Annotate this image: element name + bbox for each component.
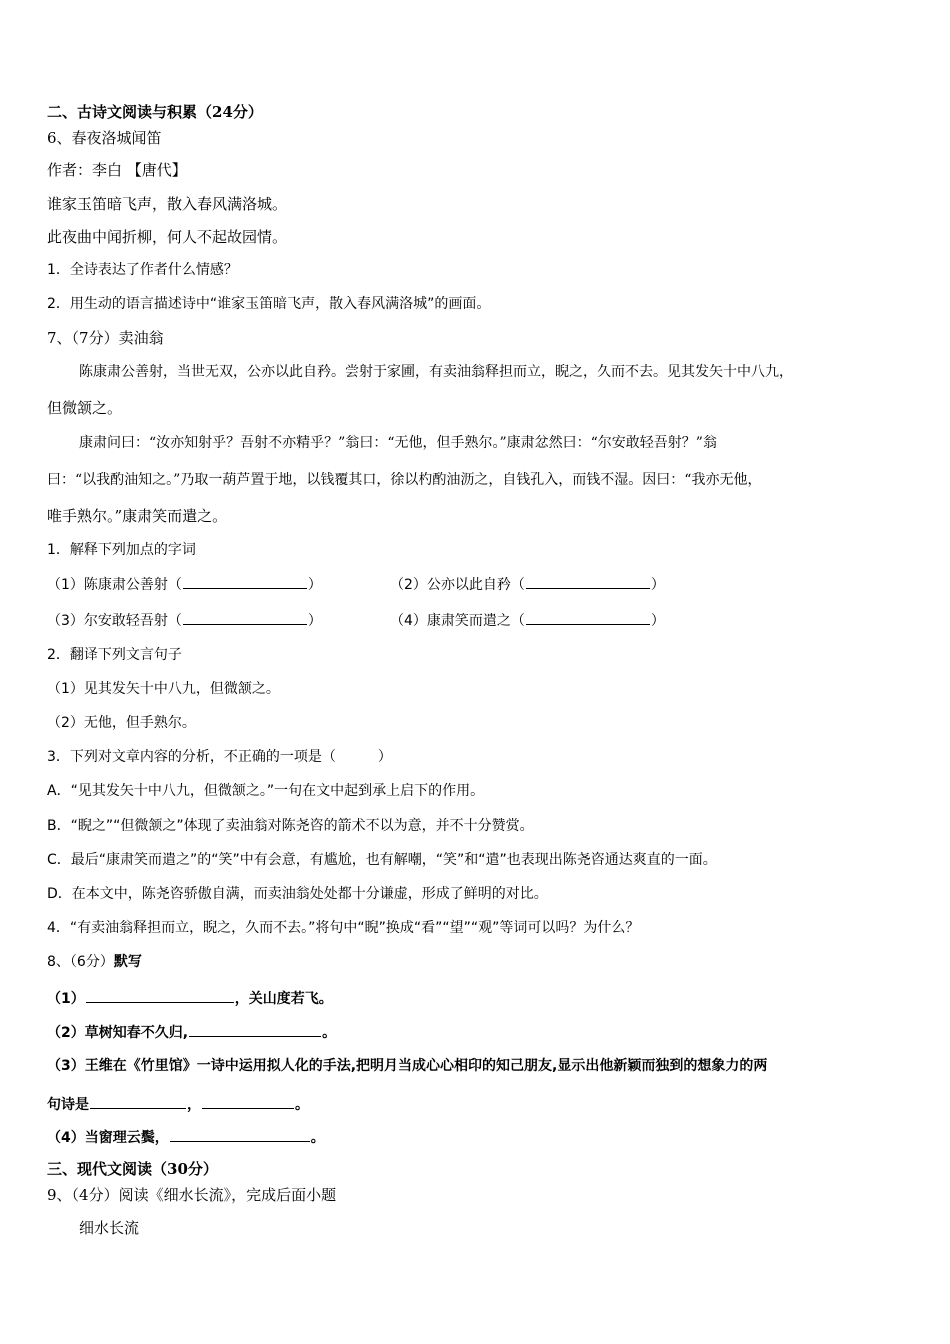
recite-1-suffix: ，关山度若飞。 (234, 991, 333, 1007)
q7-para1-line2: 但微颔之。 (47, 399, 123, 417)
recite-3-prefix: 句诗是 (47, 1097, 89, 1113)
word-item-2-label: （2）公亦以此自矜（ (390, 577, 525, 593)
word-item-3-label: （3）尔安敢轻吾射（ (47, 613, 182, 629)
word-item-1 (47, 573, 322, 595)
recite-2-prefix: （2）草树知春不久归, (47, 1025, 189, 1041)
q7-para2-line1: 康肃问曰：“汝亦知射乎？吾射不亦精乎？”翁曰：“无他，但手熟尔。”康肃忿然曰：“尔安敢轻吾射？”翁 (79, 435, 717, 451)
q7-sub3: 3．下列对文章内容的分析，不正确的一项是（ ） (47, 749, 392, 765)
recite-4-prefix: （4）当窗理云鬓， (47, 1130, 169, 1146)
word-item-4-label: （4）康肃笑而遣之（ (390, 613, 525, 629)
close-paren: ） (650, 613, 665, 629)
q7-sub4: 4．“有卖油翁释担而立，睨之，久而不去。”将句中“睨”换成“看”“望”“观”等词可以吗？为什么？ (47, 920, 640, 936)
q7-para2-line3: 唯手熟尔。”康肃笑而遣之。 (47, 507, 228, 525)
answer-blank[interactable] (170, 1126, 310, 1142)
q6-title: 6、春夜洛城闻笛 (47, 129, 162, 147)
word-item-3 (47, 609, 322, 631)
close-paren: ） (307, 613, 322, 629)
q7-title: 7、（7分）卖油翁 (47, 329, 164, 347)
word-item-4 (390, 609, 665, 631)
answer-blank[interactable] (183, 609, 307, 625)
q6-sub1: 1．全诗表达了作者什么情感？ (47, 262, 238, 278)
option-d: D．在本文中，陈尧咨骄傲自满，而卖油翁处处都十分谦虚，形成了鲜明的对比。 (47, 886, 548, 902)
recite-1-prefix: （1） (47, 991, 85, 1007)
q6-author: 作者：李白 【唐代】 (47, 161, 187, 179)
poem-line-2: 此夜曲中闻折柳，何人不起故园情。 (47, 228, 288, 246)
q9-title: 9、（4分）阅读《细水长流》，完成后面小题 (47, 1186, 337, 1204)
q7-sub2: 2．翻译下列文言句子 (47, 647, 182, 663)
word-item-1-label: （1）陈康肃公善射（ (47, 577, 182, 593)
q7-sub1: 1．解释下列加点的字词 (47, 542, 196, 558)
answer-blank[interactable] (189, 1021, 321, 1037)
answer-blank[interactable] (526, 609, 650, 625)
recite-3-suffix: 。 (295, 1097, 309, 1113)
q8-title (47, 952, 142, 972)
option-c: C．最后“康肃笑而遣之”的“笑”中有会意，有尴尬，也有解嘲，“笑”和“遣”也表现出陈尧咨通达爽直的一面。 (47, 852, 717, 868)
translate-1: （1）见其发矢十中八九，但微颔之。 (47, 681, 280, 697)
word-item-2 (390, 573, 665, 595)
recite-4 (47, 1126, 325, 1148)
recite-1 (47, 987, 333, 1009)
recite-3-line1: （3）王维在《竹里馆》一诗中运用拟人化的手法,把明月当成心心相印的知己朋友,显示出他新颖而独到的想象力的两 (47, 1058, 768, 1074)
q6-sub2: 2．用生动的语言描述诗中“谁家玉笛暗飞声，散入春风满洛城”的画面。 (47, 296, 491, 312)
close-paren: ） (650, 577, 665, 593)
section2-heading: 二、古诗文阅读与积累（24分） (47, 103, 263, 121)
option-b: B．“睨之”“但微颔之”体现了卖油翁对陈尧咨的箭术不以为意，并不十分赞赏。 (47, 818, 534, 834)
recite-2-suffix: 。 (322, 1025, 337, 1041)
answer-blank[interactable] (183, 573, 307, 589)
poem-line-1: 谁家玉笛暗飞声，散入春风满洛城。 (47, 195, 288, 213)
recite-2 (47, 1021, 336, 1043)
q7-para1-line1: 陈康肃公善射，当世无双，公亦以此自矜。尝射于家圃，有卖油翁释担而立，睨之，久而不去。见其发矢十中八九， (79, 364, 793, 380)
recite-3-mid: ， (187, 1097, 201, 1113)
answer-blank[interactable] (86, 987, 234, 1003)
answer-blank[interactable] (202, 1093, 294, 1109)
close-paren: ） (307, 577, 322, 593)
answer-blank[interactable] (90, 1093, 186, 1109)
reading-subtitle: 细水长流 (79, 1219, 140, 1237)
q8-title-prefix: 8、（6分） (47, 954, 114, 970)
option-a: A．“见其发矢十中八九，但微颔之。”一句在文中起到承上启下的作用。 (47, 783, 485, 799)
q7-para2-line2: 曰：“以我酌油知之。”乃取一葫芦置于地，以钱覆其口，徐以杓酌油沥之，自钱孔入，而钱不湿。因曰：“我亦无他， (47, 472, 762, 488)
translate-2: （2）无他，但手熟尔。 (47, 715, 196, 731)
answer-blank[interactable] (526, 573, 650, 589)
recite-3-line2 (47, 1093, 309, 1115)
recite-4-suffix: 。 (310, 1130, 325, 1146)
section3-heading: 三、现代文阅读（30分） (47, 1160, 218, 1178)
q8-title-bold: 默写 (113, 954, 142, 970)
